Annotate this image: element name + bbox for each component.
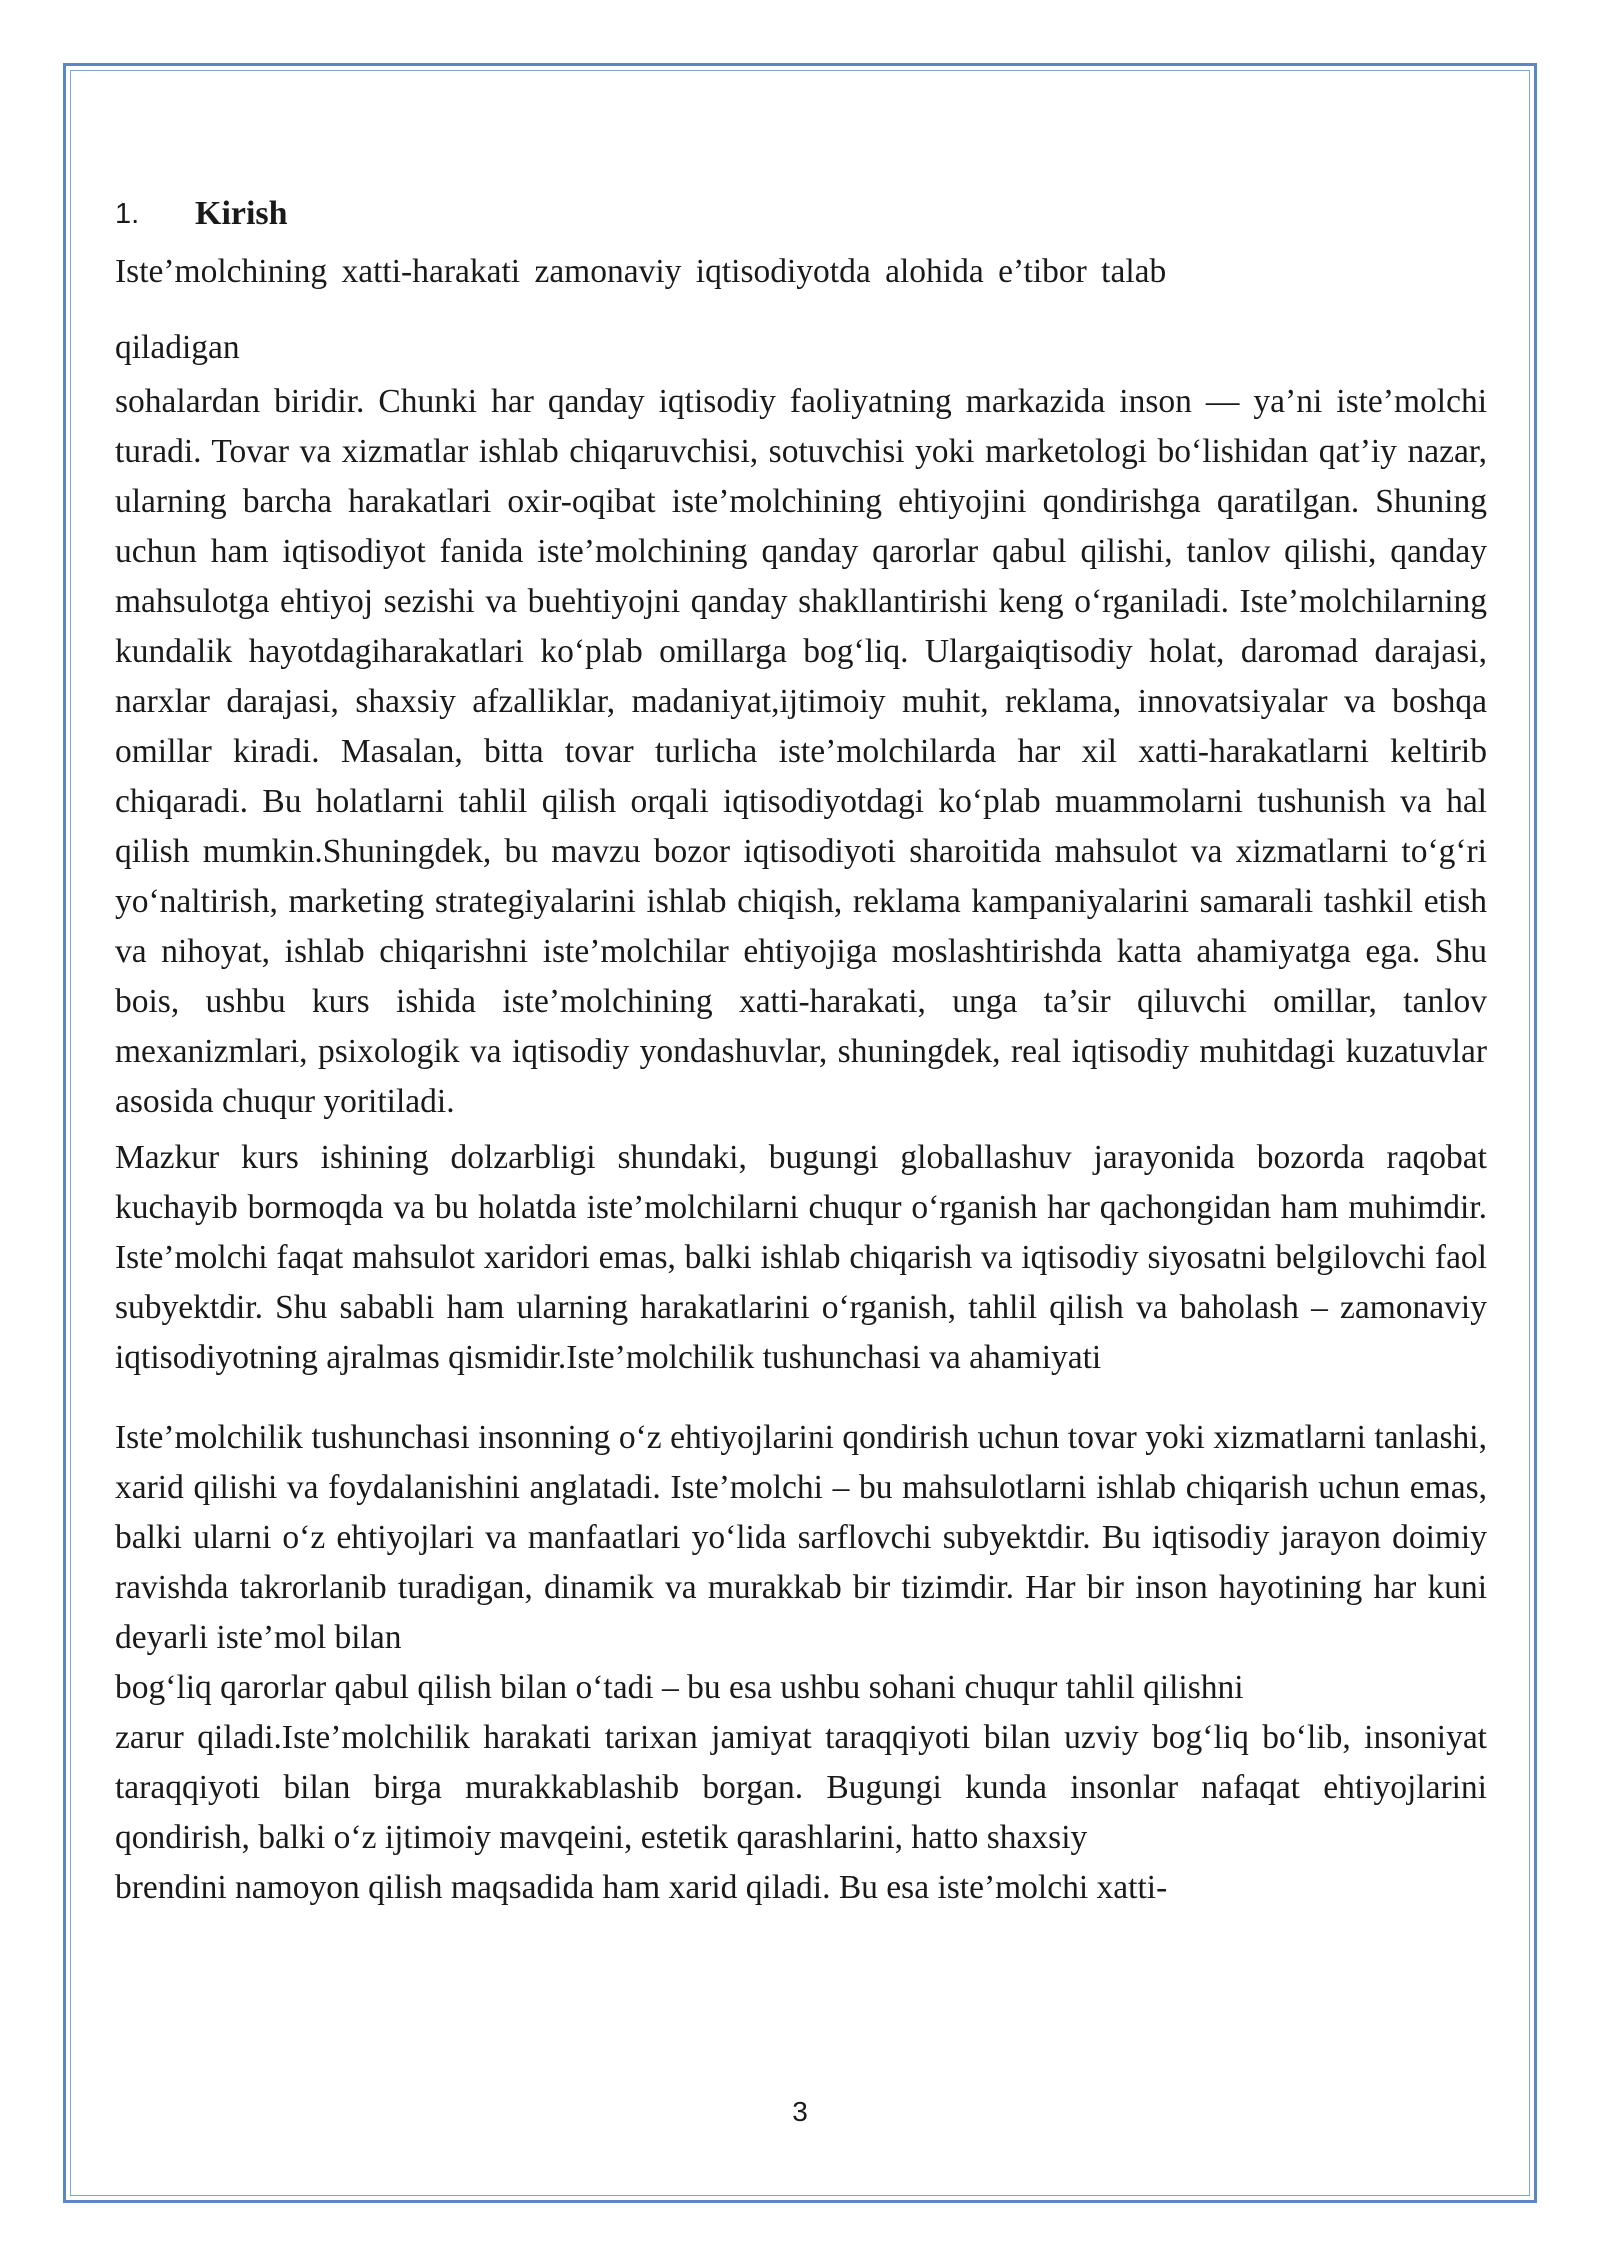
intro-line-1: Iste’molchining xatti-harakati zamonaviy iqtisodiyotda alohida e’tibor talab — [115, 253, 1167, 290]
paragraph-3: Iste’molchilik tushunchasi insonning o‘z ehtiyojlarini qondirish uchun tovar yoki xizmatlarni tanlashi, xarid qilishi va foydalanishini anglatadi. Iste’molchi – bu mahsulotlarni ishlab chiqarish uchun emas, balki ularni o‘z ehtiyojlari va manfaatlari yo‘lida sarflovchi subyektdir. Bu iqtisodiy jarayon doimiy ravishda takrorlanib turadigan, dinamik va murakkab bir tizimdir. Har bir inson hayotining har kuni deyarli iste’mol bilan — [115, 1419, 1487, 1656]
intro-line-2: qiladigan — [115, 329, 240, 366]
section-heading — [115, 185, 1487, 243]
page-number: 3 — [792, 2096, 808, 2127]
paragraph-4-last-line: brendini namoyon qilish maqsadida ham xarid qiladi. Bu esa iste’molchi xatti- — [115, 1869, 1168, 1906]
paragraph-4: zarur qiladi.Iste’molchilik harakati tarixan jamiyat taraqqiyoti bilan uzviy bog‘liq bo‘lib, insoniyat taraqqiyoti bilan birga murakkablashib borgan. Bugungi kunda insonlar nafaqat ehtiyojlarini qondirish, balki o‘z ijtimoiy mavqeini, estetik qarashlarini, hatto shaxsiy — [115, 1719, 1487, 1856]
heading-title: Kirish — [195, 195, 288, 232]
paragraph-1: sohalardan biridir. Chunki har qanday iqtisodiy faoliyatning markazida inson — ya’ni iste’molchi turadi. Tovar va xizmatlar ishlab chiqaruvchisi, sotuvchisi yoki marketologi bo‘lishidan qat’iy nazar, ularning barcha harakatlari oxir-oqibat iste’molchining ehtiyojini qondirishga qaratilgan. Shuning uchun ham iqtisodiyot fanida iste’molchining qanday qarorlar qabul qilishi, tanlov qilishi, qanday mahsulotga ehtiyoj sezishi va buehtiyojni qanday shakllantirishi keng o‘rganiladi. Iste’molchilarning kundalik hayotdagiharakatlari ko‘plab omillarga bog‘liq. Ulargaiqtisodiy holat, daromad darajasi, narxlar darajasi, shaxsiy afzalliklar, madaniyat,ijtimoiy muhit, reklama, innovatsiyalar va boshqa omillar kiradi. Masalan, bitta tovar turlicha iste’molchilarda har xil xatti-harakatlarni keltirib chiqaradi. Bu holatlarni tahlil qilish orqali iqtisodiyotdagi ko‘plab muammolarni tushunish va hal qilish mumkin.Shuningdek, bu mavzu bozor iqtisodiyoti sharoitida mahsulot va xizmatlarni to‘g‘ri yo‘naltirish, marketing strategiyalarini ishlab chiqish, reklama kampaniyalarini samarali tashkil etish va nihoyat, ishlab chiqarishni iste’molchilar ehtiyojiga moslashtirishda katta ahamiyatga ega. Shu bois, ushbu kurs ishida iste’molchining xatti-harakati, unga ta’sir qiluvchi omillar, tanlov mexanizmlari, psixologik va iqtisodiy yondashuvlar, shuningdek, real iqtisodiy muhitdagi kuzatuvlar asosida chuqur yoritiladi. — [115, 383, 1487, 1120]
document-body — [115, 185, 1487, 1913]
paragraph-3-last-line: bog‘liq qarorlar qabul qilish bilan o‘tadi – bu esa ushbu sohani chuqur tahlil qilishni — [115, 1669, 1244, 1706]
heading-number: 1. — [115, 197, 140, 230]
paragraph-2: Mazkur kurs ishining dolzarbligi shundaki, bugungi globallashuv jarayonida bozorda raqobat kuchayib bormoqda va bu holatda iste’molchilarni chuqur o‘rganish har qachongidan ham muhimdir. Iste’molchi faqat mahsulot xaridori emas, balki ishlab chiqarish va iqtisodiy siyosatni belgilovchi faol subyektdir. Shu sababli ham ularning harakatlarini o‘rganish, tahlil qilish va baholash – zamonaviy iqtisodiyotning ajralmas qismidir.Iste’molchilik tushunchasi va ahamiyati — [115, 1139, 1487, 1376]
